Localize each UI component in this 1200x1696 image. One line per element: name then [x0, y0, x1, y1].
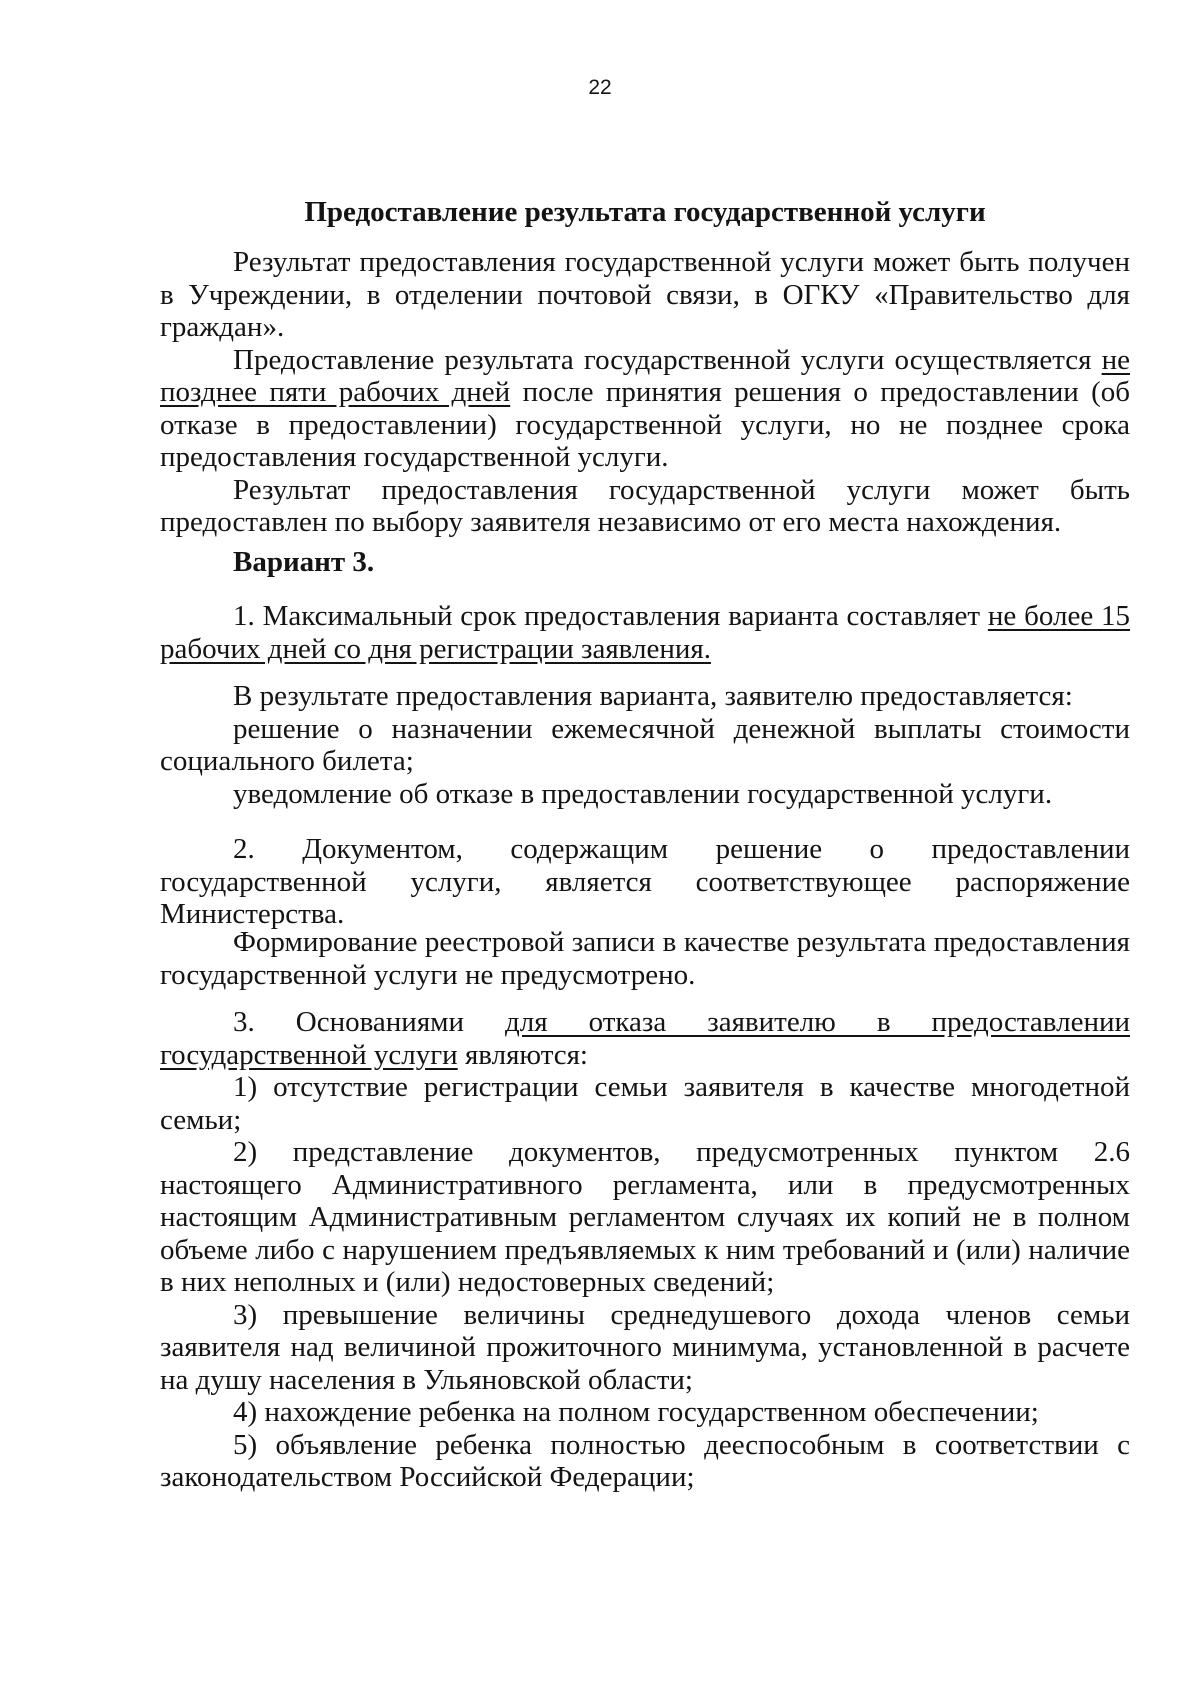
variant-heading: Вариант 3. — [233, 546, 375, 578]
item-3-text-end: являются: — [464, 1038, 588, 1071]
deadline-text-end: после принятия решения о предоставлении (об отказе в предоставлении) государственной услуги, но не позднее срока предоставления государственной услуги. — [160, 376, 1131, 473]
results-list — [160, 680, 1130, 810]
refusal-ground-4: 4) нахождение ребенка на полном государственном обеспечении; — [233, 1396, 1039, 1428]
result-delivery-section — [160, 246, 1130, 539]
section-title: Предоставление результата государственной услуги — [304, 196, 986, 228]
item-1-text: 1. Максимальный срок предоставления варианта составляет — [233, 600, 981, 632]
deadline-underlined: не позднее пяти рабочих дней — [160, 343, 1130, 408]
item-2-text: 2. Документом, содержащим решение о предоставлении государственной услуги, является соответствующее распоряжение Министерства. — [160, 833, 1130, 930]
registry-text: Формирование реестровой записи в качестве результата предоставления государственной услуги не предусмотрено. — [160, 926, 1130, 991]
deadline-text-start: Предоставление результата государственной услуги осуществляется — [233, 343, 1092, 376]
paragraph-result-deadline — [160, 344, 1130, 474]
item-3 — [160, 1006, 1130, 1494]
result-refusal-notice: уведомление об отказе в предоставлении государственной услуги. — [233, 777, 1053, 810]
refusal-ground-3: 3) превышение величины среднедушевого дохода членов семьи заявителя над величиной прожиточного минимума, установленной в расчете на душу населения в Ульяновской области; — [160, 1298, 1130, 1396]
item-3-text-start: 3. Основаниями — [233, 1006, 465, 1038]
paragraph-result-choice: Результат предоставления государственной услуги может быть предоставлен по выбору заявителя независимо от его места нахождения. — [160, 473, 1130, 538]
paragraph-result-pickup: Результат предоставления государственной услуги может быть получен в Учреждении, в отделении почтовой связи, в ОГКУ «Правительство для граждан». — [160, 246, 1130, 343]
item-3-underlined: для отказа заявителю в предоставлении государственной услуги — [160, 1006, 1131, 1071]
page-number: 22 — [588, 76, 612, 99]
item-1 — [160, 600, 1130, 665]
refusal-ground-5: 5) объявление ребенка полностью дееспособным в соответствии с законодательством Российской Федерации; — [160, 1428, 1130, 1493]
item-2 — [160, 833, 1130, 931]
registry-note — [160, 926, 1130, 991]
refusal-ground-2: 2) представление документов, предусмотренных пунктом 2.6 настоящего Административного регламента, или в предусмотренных настоящим Административным регламентом случаях их копий не в полном объеме либо с нарушением предъявляемых к ним требований и (или) наличие в них неполных и (или) недостоверных сведений; — [160, 1136, 1130, 1298]
item-1-underlined: не более 15 рабочих дней со дня регистрации заявления. — [160, 600, 1131, 665]
refusal-ground-1: 1) отсутствие регистрации семьи заявителя в качестве многодетной семьи; — [160, 1071, 1130, 1136]
result-decision: решение о назначении ежемесячной денежной выплаты стоимости социального билета; — [160, 712, 1130, 777]
results-intro: В результате предоставления варианта, заявителю предоставляется: — [233, 680, 1073, 712]
